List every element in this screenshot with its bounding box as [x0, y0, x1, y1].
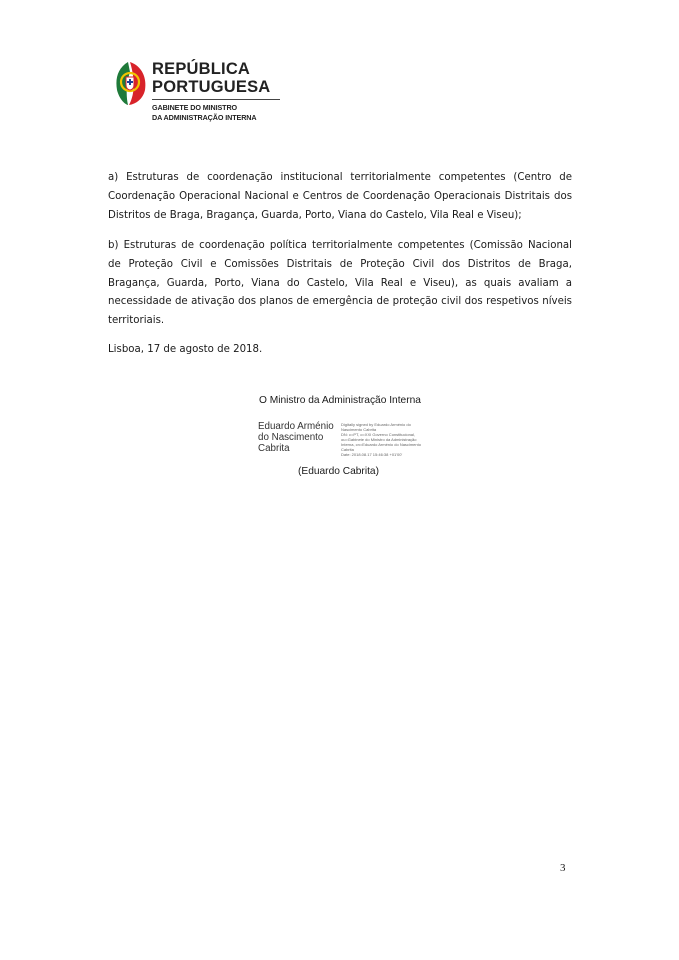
office-name — [152, 103, 256, 122]
place-and-date: Lisboa, 17 de agosto de 2018. — [108, 344, 263, 355]
signature-detail-line: Nascimento Cabrita — [341, 427, 377, 432]
signature-detail-line: Interna, cn=Eduardo Arménio do Nascimento — [341, 442, 421, 447]
paragraph-a: a) Estruturas de coordenação institucional territorialmente competentes (Centro de Coordenação Operacional Nacional e Centros de Coordenação Operacionais Distritais dos Distritos de Braga, Bragança, Guarda, Porto, Viana do Castelo, Vila Real e Viseu); — [108, 172, 572, 221]
paragraph-b: b) Estruturas de coordenação política territorialmente competentes (Comissão Nacional de Proteção Civil e Comissões Distritais de Proteção Civil dos Distritos de Braga, Bragança, Guarda, Porto, Viana do Castelo, Vila Real e Viseu), as quais avaliam a necessidade de ativação dos planos de emergência de proteção civil dos respetivos níveis territoriais. — [108, 240, 572, 327]
brand-line-1: REPÚBLICA — [152, 60, 251, 78]
signature-detail-line: DN: c=PT, o=XXI Governo Constitucional, — [341, 432, 416, 437]
signature-detail-line: ou=Gabinete do Ministro da Administração — [341, 437, 417, 442]
office-line-2: DA ADMINISTRAÇÃO INTERNA — [152, 112, 257, 122]
page-number: 3 — [560, 862, 566, 874]
signature-detail-line: Cabrita — [341, 447, 354, 452]
logo-divider — [152, 99, 280, 100]
office-line-1: GABINETE DO MINISTRO — [152, 103, 238, 112]
signer-line-1: Eduardo Arménio — [258, 421, 334, 432]
digital-signature-details — [341, 422, 431, 457]
government-logo — [114, 58, 314, 128]
brand-line-2: PORTUGUESA — [152, 78, 271, 96]
signer-line-3: Cabrita — [258, 443, 290, 454]
signatory-title: O Ministro da Administração Interna — [259, 395, 421, 406]
portuguese-coat-of-arms-icon — [114, 60, 148, 106]
digital-signature-name — [258, 421, 334, 454]
signature-detail-line: Digitally signed by Eduardo Arménio do — [341, 422, 411, 427]
brand-name — [152, 60, 270, 96]
signature-detail-line: Date: 2018.08.17 15:46:38 +01'00' — [341, 452, 403, 457]
signer-line-2: do Nascimento — [258, 432, 324, 443]
signatory-name: (Eduardo Cabrita) — [298, 466, 379, 477]
